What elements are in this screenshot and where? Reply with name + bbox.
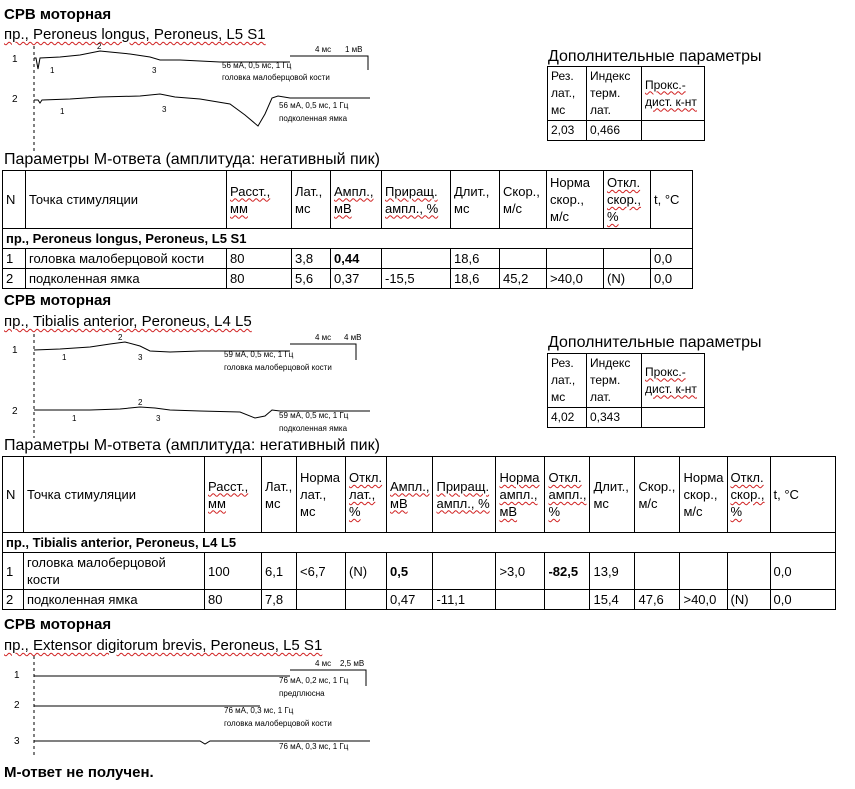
marker: 1 xyxy=(62,353,67,362)
trace-site: головка малоберцовой кости xyxy=(224,363,332,372)
marker: 3 xyxy=(138,353,143,362)
extra-value: 2,03 xyxy=(548,121,587,141)
col-header: Точка стимуляции xyxy=(26,171,227,229)
extra-value: 4,02 xyxy=(548,408,587,428)
cell: 7,8 xyxy=(262,590,297,610)
cell: 3,8 xyxy=(292,249,331,269)
col-header xyxy=(496,457,545,533)
trace-info: 56 мА, 0,5 мс, 1 Гц xyxy=(279,101,349,110)
trace-number: 1 xyxy=(14,670,20,681)
cell: 80 xyxy=(205,590,262,610)
col-header-text: Расст., мм xyxy=(230,183,271,216)
trace-info: 59 мА, 0,5 мс, 1 Гц xyxy=(224,350,294,359)
cell xyxy=(635,553,680,590)
col-header-text: Норма ампл., мВ xyxy=(499,470,540,519)
col-header xyxy=(227,171,292,229)
cell xyxy=(433,553,496,590)
table-row xyxy=(3,249,693,269)
cell: <6,7 xyxy=(297,553,346,590)
extra-header-text: Прокс.-дист. к-нт xyxy=(645,364,697,396)
col-header-text: Откл. ампл., % xyxy=(548,470,587,519)
scale-time: 4 мс xyxy=(315,45,332,54)
trace-number: 3 xyxy=(14,736,20,747)
col-header: Лат., мс xyxy=(292,171,331,229)
col-header: Скор., м/с xyxy=(500,171,547,229)
cell: подколенная ямка xyxy=(26,269,227,289)
table-row xyxy=(3,553,836,590)
cell: >40,0 xyxy=(547,269,604,289)
cell xyxy=(680,553,727,590)
cell: (N) xyxy=(604,269,651,289)
section2-title: СРВ моторная xyxy=(4,292,112,309)
cell: 13,9 xyxy=(590,553,635,590)
trace-site: подколенная ямка xyxy=(279,424,348,433)
section3-subtitle-text: пр., Extensor digitorum brevis, Peroneus, L5 S1 xyxy=(4,637,323,654)
cell: 0,0 xyxy=(770,553,836,590)
extra-value xyxy=(642,408,705,428)
cell: >40,0 xyxy=(680,590,727,610)
section3-conclusion: М-ответ не получен. xyxy=(4,764,154,781)
trace-info: 59 мА, 0,5 мс, 1 Гц xyxy=(279,411,349,420)
col-header: Норма лат., мс xyxy=(297,457,346,533)
cell: 1 xyxy=(3,249,26,269)
cell: 18,6 xyxy=(451,249,500,269)
trace-site: предплюсна xyxy=(279,689,325,698)
col-header xyxy=(346,457,387,533)
trace-info: 76 мА, 0,3 мс, 1 Гц xyxy=(279,742,349,751)
cell: подколенная ямка xyxy=(24,590,205,610)
section1-table xyxy=(2,170,693,289)
section1-extra-table xyxy=(547,66,705,141)
scale-amp: 4 мВ xyxy=(344,333,362,342)
cell: 0,0 xyxy=(770,590,836,610)
extra-header: Индекс терм. лат. xyxy=(587,354,642,408)
cell: 0,0 xyxy=(651,249,693,269)
section1-traces xyxy=(0,42,380,154)
section2-traces xyxy=(0,330,380,438)
cell xyxy=(604,249,651,269)
section3-traces xyxy=(0,654,380,758)
extra-header-text: Прокс.-дист. к-нт xyxy=(645,77,697,109)
marker: 1 xyxy=(50,66,55,75)
table-row xyxy=(3,590,836,610)
trace-number: 1 xyxy=(12,345,18,356)
marker: 2 xyxy=(97,42,102,51)
cell: 6,1 xyxy=(262,553,297,590)
cell: 47,6 xyxy=(635,590,680,610)
col-header-text: Откл. скор., % xyxy=(607,175,642,224)
cell: 2 xyxy=(3,590,24,610)
marker: 2 xyxy=(138,398,143,407)
cell xyxy=(382,249,451,269)
cell: 0,47 xyxy=(387,590,433,610)
col-header-text: Ампл., мВ xyxy=(390,478,430,511)
cell xyxy=(727,553,770,590)
col-header xyxy=(387,457,433,533)
extra-header xyxy=(642,67,705,121)
cell xyxy=(297,590,346,610)
section1-title: СРВ моторная xyxy=(4,6,112,23)
cell: (N) xyxy=(727,590,770,610)
extra-value: 0,343 xyxy=(587,408,642,428)
section2-subtitle-text: пр., Tibialis anterior, Peroneus, L4 L5 xyxy=(4,313,252,330)
cell: (N) xyxy=(346,553,387,590)
cell: 80 xyxy=(227,249,292,269)
col-header-text: Расст., мм xyxy=(208,478,249,511)
section3-title: СРВ моторная xyxy=(4,616,112,633)
col-header xyxy=(382,171,451,229)
extra-header: Рез. лат., мс xyxy=(548,354,587,408)
cell: 100 xyxy=(205,553,262,590)
col-header: Скор., м/с xyxy=(635,457,680,533)
scale-amp: 2,5 мВ xyxy=(340,659,365,668)
marker: 3 xyxy=(156,414,161,423)
col-header: Норма скор., м/с xyxy=(680,457,727,533)
col-header-text: Приращ. ампл., % xyxy=(436,478,490,511)
col-header: Длит., мс xyxy=(451,171,500,229)
col-header xyxy=(604,171,651,229)
section2-subtitle xyxy=(4,313,252,330)
extra-header xyxy=(642,354,705,408)
col-header: Точка стимуляции xyxy=(24,457,205,533)
cell: 1 xyxy=(3,553,24,590)
cell: >3,0 xyxy=(496,553,545,590)
trace-info: 76 мА, 0,3 мс, 1 Гц xyxy=(224,706,294,715)
cell: 5,6 xyxy=(292,269,331,289)
col-header-text: Приращ. ампл., % xyxy=(385,183,439,216)
col-header xyxy=(433,457,496,533)
cell: 2 xyxy=(3,269,26,289)
section1-subtitle-text: пр., Peroneus longus, Peroneus, L5 S1 xyxy=(4,26,266,43)
cell: головка малоберцовой кости xyxy=(26,249,227,269)
marker: 1 xyxy=(60,107,65,116)
table-row xyxy=(3,269,693,289)
trace-number: 2 xyxy=(12,94,18,105)
trace-site: головка малоберцовой кости xyxy=(222,73,330,82)
cell xyxy=(500,249,547,269)
trace-site: подколенная ямка xyxy=(279,114,348,123)
col-header xyxy=(545,457,590,533)
cell: -15,5 xyxy=(382,269,451,289)
marker: 1 xyxy=(72,414,77,423)
extra-value: 0,466 xyxy=(587,121,642,141)
col-header: N xyxy=(3,457,24,533)
col-header-text: Ампл., мВ xyxy=(334,183,374,216)
col-header: t, °C xyxy=(651,171,693,229)
trace-number: 2 xyxy=(12,406,18,417)
scale-time: 4 мс xyxy=(315,333,332,342)
marker: 2 xyxy=(118,333,123,342)
cell xyxy=(545,590,590,610)
section1-table-title: Параметры М-ответа (амплитуда: негативный пик) xyxy=(4,151,380,168)
scale-bar xyxy=(290,344,356,360)
group-row: пр., Peroneus longus, Peroneus, L5 S1 xyxy=(3,229,693,249)
col-header xyxy=(727,457,770,533)
trace-info: 76 мА, 0,2 мс, 1 Гц xyxy=(279,676,349,685)
col-header: Длит., мс xyxy=(590,457,635,533)
section2-table-title: Параметры М-ответа (амплитуда: негативный пик) xyxy=(4,437,380,454)
marker: 3 xyxy=(162,105,167,114)
trace-info: 56 мА, 0,5 мс, 1 Гц xyxy=(222,61,292,70)
marker: 3 xyxy=(152,66,157,75)
cell: головка малоберцовой кости xyxy=(24,553,205,590)
cell: -11,1 xyxy=(433,590,496,610)
col-header xyxy=(205,457,262,533)
cell: 45,2 xyxy=(500,269,547,289)
section2-table xyxy=(2,456,836,610)
cell: 0,5 xyxy=(387,553,433,590)
scale-time: 4 мс xyxy=(315,659,332,668)
col-header: N xyxy=(3,171,26,229)
trace-number: 2 xyxy=(14,700,20,711)
cell xyxy=(496,590,545,610)
cell xyxy=(346,590,387,610)
section1-subtitle xyxy=(4,26,266,43)
cell xyxy=(547,249,604,269)
section2-extra-table xyxy=(547,353,705,428)
scale-bar xyxy=(290,56,368,70)
col-header-text: Откл. лат., % xyxy=(349,470,383,519)
extra-header: Индекс терм. лат. xyxy=(587,67,642,121)
section3-subtitle xyxy=(4,637,322,654)
col-header: t, °C xyxy=(770,457,836,533)
cell: 18,6 xyxy=(451,269,500,289)
section2-extra-title: Дополнительные параметры xyxy=(548,334,762,351)
scale-amp: 1 мВ xyxy=(345,45,363,54)
section1-extra-title: Дополнительные параметры xyxy=(548,48,762,65)
cell: 0,44 xyxy=(331,249,382,269)
col-header xyxy=(331,171,382,229)
cell: 0,37 xyxy=(331,269,382,289)
cell: 80 xyxy=(227,269,292,289)
group-row: пр., Tibialis anterior, Peroneus, L4 L5 xyxy=(3,533,836,553)
cell: 15,4 xyxy=(590,590,635,610)
extra-value xyxy=(642,121,705,141)
col-header: Норма скор., м/с xyxy=(547,171,604,229)
col-header-text: Откл. скор., % xyxy=(730,470,765,519)
trace-site: головка малоберцовой кости xyxy=(224,719,332,728)
col-header: Лат., мс xyxy=(262,457,297,533)
cell: 0,0 xyxy=(651,269,693,289)
extra-header: Рез. лат., мс xyxy=(548,67,587,121)
cell: -82,5 xyxy=(545,553,590,590)
trace-number: 1 xyxy=(12,54,18,65)
